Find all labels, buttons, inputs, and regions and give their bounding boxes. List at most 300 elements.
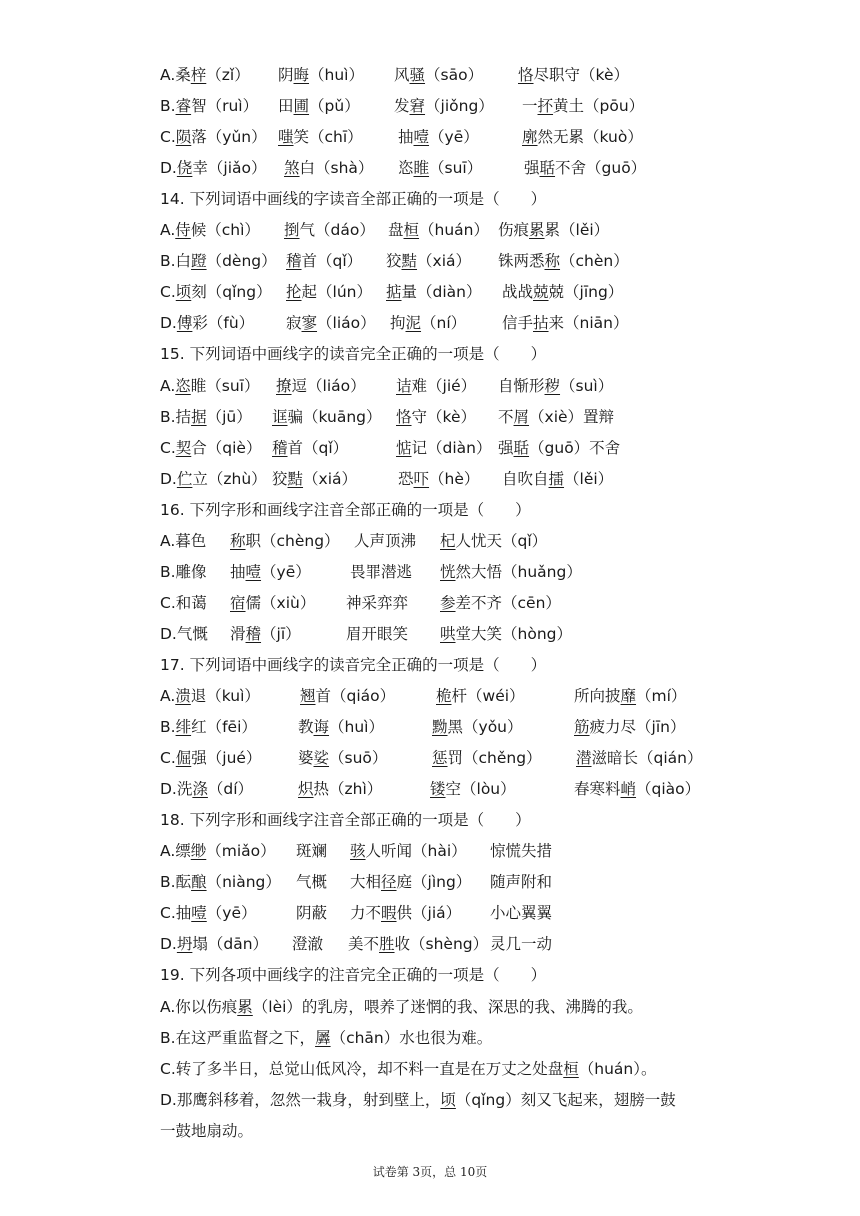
term-text: 14. 下列词语中画线的字读音全部正确的一项是（ ） <box>160 190 547 209</box>
term-text: 强 <box>498 438 514 457</box>
term-text: D. <box>160 935 177 954</box>
underlined-char: 桓 <box>563 1059 579 1078</box>
underlined-char: 涤 <box>192 780 208 799</box>
underlined-char: 抔 <box>537 97 554 116</box>
underlined-char: 参 <box>440 593 456 612</box>
term-text: 战战 <box>502 283 534 302</box>
option-term <box>286 308 376 339</box>
term-text: 春寒料 <box>574 780 621 799</box>
option-term <box>160 867 281 898</box>
term-text: 黑（yǒu） <box>447 718 523 737</box>
option-term <box>502 464 613 495</box>
term-text: （suō） <box>329 749 388 768</box>
term-text: 收（shèng） <box>394 935 489 954</box>
term-text: 然大悟（huǎng） <box>455 562 582 581</box>
term-text: 白（shà） <box>299 159 374 178</box>
option-term <box>348 929 488 960</box>
term-text: A.缥 <box>160 842 191 861</box>
option-term <box>286 277 372 308</box>
option-term <box>296 898 327 929</box>
term-text: 一 <box>522 97 538 116</box>
term-text: 来（niān） <box>548 314 629 333</box>
term-text: C. <box>160 749 176 768</box>
underlined-char: 顷 <box>175 283 192 302</box>
term-text: 候（chì） <box>190 221 260 240</box>
term-text: A. <box>160 376 176 395</box>
option-term <box>574 774 700 805</box>
underlined-char: 骚 <box>409 66 426 84</box>
underlined-char: 聒 <box>539 159 556 178</box>
option-term <box>230 557 311 588</box>
term-text: D.气慨 <box>160 624 208 643</box>
option-term <box>278 122 363 153</box>
term-text: （chān）水也很为难。 <box>330 1028 493 1047</box>
option-term <box>160 1116 253 1147</box>
underlined-char: 哄 <box>440 624 456 643</box>
option-term <box>298 774 382 805</box>
option-term <box>300 681 395 712</box>
option-term <box>160 1054 657 1085</box>
option-term <box>278 60 364 91</box>
underlined-char: 惦 <box>396 438 412 457</box>
term-text: 拘 <box>390 314 406 333</box>
term-text: 首（qiáo） <box>315 687 396 705</box>
option-term <box>398 464 479 495</box>
underlined-char: 煞 <box>284 159 300 178</box>
term-text: 惊慌失措 <box>490 842 553 861</box>
option-term <box>350 557 412 588</box>
term-text: 19. 下列各项中画线字的注音完全正确的一项是（ ） <box>160 966 547 985</box>
underlined-char: 抡 <box>286 283 302 302</box>
underlined-char: 绯 <box>175 718 192 737</box>
option-term <box>230 526 340 557</box>
underlined-char: 惩 <box>432 749 448 768</box>
term-text: 阴 <box>278 66 294 84</box>
underlined-char: 伫 <box>176 469 193 488</box>
option-term <box>432 712 523 743</box>
option-term <box>272 464 357 495</box>
term-text: （suī） <box>429 159 483 178</box>
term-text: B.白 <box>160 252 192 271</box>
term-text: 强（jué） <box>191 749 262 768</box>
underlined-char: 倔 <box>175 749 192 768</box>
term-text: 智（ruì） <box>191 97 259 116</box>
term-text: 寂 <box>286 314 302 333</box>
underlined-char: 兢 <box>533 283 549 302</box>
term-text: 恐 <box>398 469 414 488</box>
option-term <box>284 215 375 246</box>
option-term <box>388 215 489 246</box>
term-text: （huì） <box>329 718 384 737</box>
term-text: B.雕像 <box>160 562 207 581</box>
option-term <box>436 681 525 712</box>
term-text: （hè） <box>429 469 480 488</box>
term-text: 合（qiè） <box>191 438 262 457</box>
option-term <box>160 371 260 402</box>
option-term <box>160 122 267 153</box>
term-text: 兢（jīng） <box>548 283 624 302</box>
option-term <box>576 743 702 774</box>
underlined-char: 诘 <box>396 376 412 395</box>
term-text: B.酝 <box>160 873 192 892</box>
option-term <box>398 122 479 153</box>
underlined-char: 筋 <box>574 718 590 737</box>
option-term <box>440 619 572 650</box>
term-text: 16. 下列字形和画线字注音全部正确的一项是（ ） <box>160 500 531 519</box>
underlined-char: 噎 <box>245 562 262 581</box>
term-text: 伤痕 <box>498 221 530 240</box>
underlined-char: 诓 <box>272 407 288 426</box>
underlined-char: 顷 <box>440 1090 456 1109</box>
option-term <box>396 433 491 464</box>
term-text: A. <box>160 221 176 240</box>
option-term <box>386 277 481 308</box>
option-term <box>160 774 253 805</box>
term-text: 强 <box>524 159 540 178</box>
underlined-char: 吓 <box>413 469 430 488</box>
underlined-char: 诲 <box>313 718 330 737</box>
underlined-char: 傅 <box>176 314 193 333</box>
underlined-char: 娑 <box>313 749 330 768</box>
option-term <box>498 246 629 277</box>
term-text: 睢（suī） <box>190 376 260 395</box>
underlined-char: 黝 <box>432 718 448 737</box>
option-term <box>284 153 373 184</box>
term-text: （dèng） <box>206 252 277 271</box>
underlined-char: 拈 <box>533 314 549 333</box>
term-text: C.抽 <box>160 904 192 923</box>
term-text: （huì） <box>309 66 364 84</box>
term-text: （sāo） <box>425 66 484 84</box>
term-text: 立（zhù） <box>192 469 267 488</box>
option-term <box>350 836 467 867</box>
underlined-char: 累 <box>529 221 545 240</box>
underlined-char: 恪 <box>518 66 534 84</box>
option-term <box>160 743 261 774</box>
term-text: D. <box>160 159 177 178</box>
underlined-char: 陨 <box>175 128 192 147</box>
underlined-char: 秽 <box>544 376 561 395</box>
option-term <box>346 619 408 650</box>
underlined-char: 径 <box>381 873 397 892</box>
option-term <box>160 619 208 650</box>
term-text: （chèn） <box>560 252 629 271</box>
option-term <box>350 898 461 929</box>
option-term <box>272 433 348 464</box>
option-term <box>272 402 382 433</box>
term-text: 退（kuì） <box>190 687 260 705</box>
underlined-char: 骇 <box>350 842 366 861</box>
term-text: 堂大笑（hòng） <box>455 624 572 643</box>
underlined-char: 侍 <box>175 221 191 240</box>
underlined-char: 睢 <box>413 159 430 178</box>
option-term <box>160 588 207 619</box>
underlined-char: 宿 <box>230 593 246 612</box>
option-term <box>160 960 546 991</box>
option-term <box>160 557 207 588</box>
option-term <box>490 929 552 960</box>
underlined-char: 累 <box>237 997 253 1016</box>
option-term <box>160 91 258 122</box>
term-text: 畏罪潜逃 <box>350 562 413 581</box>
term-text: （suì） <box>560 376 614 395</box>
term-text: （mí） <box>636 687 687 705</box>
option-term <box>160 402 252 433</box>
term-text: 人声顶沸 <box>354 531 417 550</box>
term-text: （dí） <box>207 780 254 799</box>
term-text: 澄澈 <box>292 935 324 954</box>
underlined-char: 缈 <box>190 842 207 861</box>
term-text: 彩（fù） <box>192 314 255 333</box>
option-term <box>396 402 476 433</box>
option-term <box>394 60 483 91</box>
option-term <box>298 743 387 774</box>
term-text: 随声附和 <box>490 873 553 892</box>
underlined-char: 靡 <box>620 687 637 705</box>
term-text: （liáo） <box>317 314 376 333</box>
term-text: D.洗 <box>160 780 193 799</box>
underlined-char: 暇 <box>381 904 397 923</box>
page-footer: 试卷第 3页，总 10页 <box>372 1165 488 1179</box>
underlined-char: 炽 <box>298 780 314 799</box>
term-text: 不 <box>498 407 514 426</box>
underlined-char: 称 <box>544 252 561 271</box>
term-text: （ní） <box>421 314 467 333</box>
option-term <box>430 774 516 805</box>
term-text: 尽职守（kè） <box>533 66 629 84</box>
option-term <box>160 433 261 464</box>
term-text: 气（dáo） <box>299 221 375 240</box>
option-term <box>498 371 613 402</box>
term-text: 逗（liáo） <box>291 376 366 395</box>
term-text: 起（lún） <box>301 283 372 302</box>
underlined-char: 侥 <box>176 159 193 178</box>
option-term <box>346 588 408 619</box>
term-text: 狡 <box>386 252 402 271</box>
underlined-char: 泥 <box>405 314 422 333</box>
term-text: 塌（dān） <box>192 935 269 954</box>
term-text: 17. 下列词语中画线字的读音完全正确的一项是（ ） <box>160 655 547 674</box>
underlined-char: 羼 <box>315 1028 331 1047</box>
term-text: 守（kè） <box>411 407 476 426</box>
term-text: （xiè）置辩 <box>529 407 615 426</box>
term-text: 首（qǐ） <box>287 438 349 457</box>
option-term <box>574 681 686 712</box>
term-text: 灵几一动 <box>490 935 553 954</box>
option-term <box>490 898 552 929</box>
underlined-char: 恪 <box>396 407 412 426</box>
term-text: 小心翼翼 <box>490 904 553 923</box>
term-text: 信手 <box>502 314 534 333</box>
term-text: 一鼓地扇动。 <box>160 1121 254 1140</box>
option-term <box>498 215 609 246</box>
option-term <box>398 153 482 184</box>
term-text: （huán） <box>419 221 490 240</box>
underlined-char: 噎 <box>413 128 430 147</box>
underlined-char: 晦 <box>293 66 310 84</box>
option-term <box>160 215 260 246</box>
underlined-char: 屑 <box>513 407 530 426</box>
term-text: 难（jié） <box>411 376 477 395</box>
underlined-char: 稽 <box>272 438 288 457</box>
term-text: 抽 <box>230 562 246 581</box>
term-text: 庭（jìng） <box>396 873 472 892</box>
underlined-char: 酿 <box>191 873 207 892</box>
option-term <box>160 153 267 184</box>
underlined-char: 黠 <box>401 252 418 271</box>
term-text: （qǐng）刻又飞起来，翅膀一鼓 <box>455 1090 676 1109</box>
term-text: 笑（chī） <box>293 128 363 147</box>
term-text: （lèi）的乳房，喂养了迷惘的我、深思的我、沸腾的我。 <box>252 997 643 1016</box>
term-text: B.在这严重监督之下， <box>160 1028 316 1047</box>
option-term <box>490 836 552 867</box>
term-text: 黄土（pōu） <box>553 97 645 116</box>
term-text: （yē） <box>429 128 479 147</box>
term-text: 职（chèng） <box>245 531 340 550</box>
underlined-char: 峭 <box>620 780 637 799</box>
option-term <box>502 308 628 339</box>
option-term <box>160 1023 492 1054</box>
term-text: 不舍（guō） <box>555 159 647 178</box>
term-text: （guō）不舍 <box>529 438 621 457</box>
option-term <box>276 371 366 402</box>
term-text: C. <box>160 438 176 457</box>
option-term <box>160 1085 676 1116</box>
option-term <box>160 712 257 743</box>
underlined-char: 据 <box>191 407 207 426</box>
term-text: 15. 下列词语中画线字的读音完全正确的一项是（ ） <box>160 345 547 364</box>
option-term <box>160 992 643 1023</box>
term-text: C. <box>160 128 176 147</box>
option-term <box>160 929 268 960</box>
option-term <box>440 557 582 588</box>
underlined-char: 廓 <box>522 128 538 147</box>
term-text: 教 <box>298 718 314 737</box>
option-term <box>522 122 643 153</box>
option-term <box>230 588 315 619</box>
underlined-char: 寥 <box>301 314 318 333</box>
option-term <box>160 339 546 370</box>
underlined-char: 桅 <box>436 687 452 705</box>
term-text: （yē） <box>261 562 311 581</box>
option-term <box>230 619 301 650</box>
term-text: （huán）。 <box>578 1059 657 1078</box>
term-text: 眉开眼笑 <box>346 624 409 643</box>
term-text: 罚（chěng） <box>447 749 542 768</box>
term-text: 累（lěi） <box>544 221 610 240</box>
term-text: 滋暗长（qián） <box>591 749 703 768</box>
term-text: 气概 <box>296 873 328 892</box>
term-text: 人听闻（hài） <box>365 842 467 861</box>
option-term <box>394 91 494 122</box>
option-term <box>432 743 542 774</box>
term-text: 首（qǐ） <box>301 252 363 271</box>
underlined-char: 掂 <box>386 283 402 302</box>
option-term <box>396 371 476 402</box>
option-term <box>502 277 623 308</box>
term-text: （xiá） <box>303 469 358 488</box>
underlined-char: 镂 <box>430 780 446 799</box>
option-term <box>574 712 685 743</box>
term-text: 婆 <box>298 749 314 768</box>
term-text: 红（fēi） <box>191 718 257 737</box>
underlined-char: 窘 <box>409 97 426 116</box>
term-text: （jī） <box>261 624 301 643</box>
option-term <box>354 526 416 557</box>
term-text: 杆（wéi） <box>451 687 525 705</box>
term-text: 幸（jiǎo） <box>192 159 267 178</box>
term-text: 儒（xiù） <box>245 593 316 612</box>
term-text: B. <box>160 97 176 116</box>
underlined-char: 恣 <box>175 376 191 395</box>
underlined-char: 嗤 <box>278 128 294 147</box>
option-term <box>160 464 267 495</box>
option-term <box>292 929 323 960</box>
term-text: D. <box>160 469 177 488</box>
option-term <box>278 91 360 122</box>
underlined-char: 噎 <box>191 904 207 923</box>
term-text: （lěi） <box>564 469 614 488</box>
term-text: A.你以伤痕 <box>160 997 238 1016</box>
term-text: B. <box>160 718 176 737</box>
option-term <box>286 246 362 277</box>
term-text: C. <box>160 283 176 302</box>
term-text: 落（yǔn） <box>191 128 267 147</box>
option-term <box>440 526 547 557</box>
underlined-char: 桓 <box>403 221 420 240</box>
term-text: 然无累（kuò） <box>537 128 643 147</box>
option-term <box>160 526 206 557</box>
underlined-char: 坍 <box>176 935 193 954</box>
option-term <box>160 246 277 277</box>
term-text: 刻（qǐng） <box>191 283 272 302</box>
term-text: （zǐ） <box>206 66 250 84</box>
term-text: （miǎo） <box>206 842 276 861</box>
term-text: A.桑 <box>160 66 191 84</box>
term-text: （xiá） <box>417 252 472 271</box>
underlined-char: 蹬 <box>191 252 207 271</box>
term-text: （jiǒng） <box>425 97 494 116</box>
term-text: 空（lòu） <box>445 780 516 799</box>
term-text: 风 <box>394 66 410 84</box>
term-text: C.转了多半日，总觉山低风冷，却不料一直是在万丈之处盘 <box>160 1059 564 1078</box>
term-text: 大相 <box>350 873 382 892</box>
underlined-char: 翘 <box>300 687 316 705</box>
term-text: B.拮 <box>160 407 192 426</box>
option-term <box>498 433 620 464</box>
underlined-char: 聒 <box>513 438 530 457</box>
option-term <box>386 246 471 277</box>
term-text: 神采弈弈 <box>346 593 409 612</box>
underlined-char: 溃 <box>175 687 191 705</box>
option-term <box>160 898 256 929</box>
underlined-char: 稽 <box>286 252 302 271</box>
underlined-char: 恍 <box>440 562 456 581</box>
underlined-char: 胜 <box>379 935 395 954</box>
option-term <box>160 277 272 308</box>
underlined-char: 梓 <box>190 66 207 84</box>
term-text: （yē） <box>206 904 257 923</box>
option-term <box>490 867 552 898</box>
underlined-char: 圃 <box>293 97 310 116</box>
term-text: 铢两悉 <box>498 252 545 271</box>
term-text: D. <box>160 314 177 333</box>
term-text: A.暮色 <box>160 531 207 550</box>
underlined-char: 睿 <box>175 97 192 116</box>
option-term <box>160 836 276 867</box>
term-text: 美不 <box>348 935 380 954</box>
underlined-char: 稽 <box>245 624 262 643</box>
